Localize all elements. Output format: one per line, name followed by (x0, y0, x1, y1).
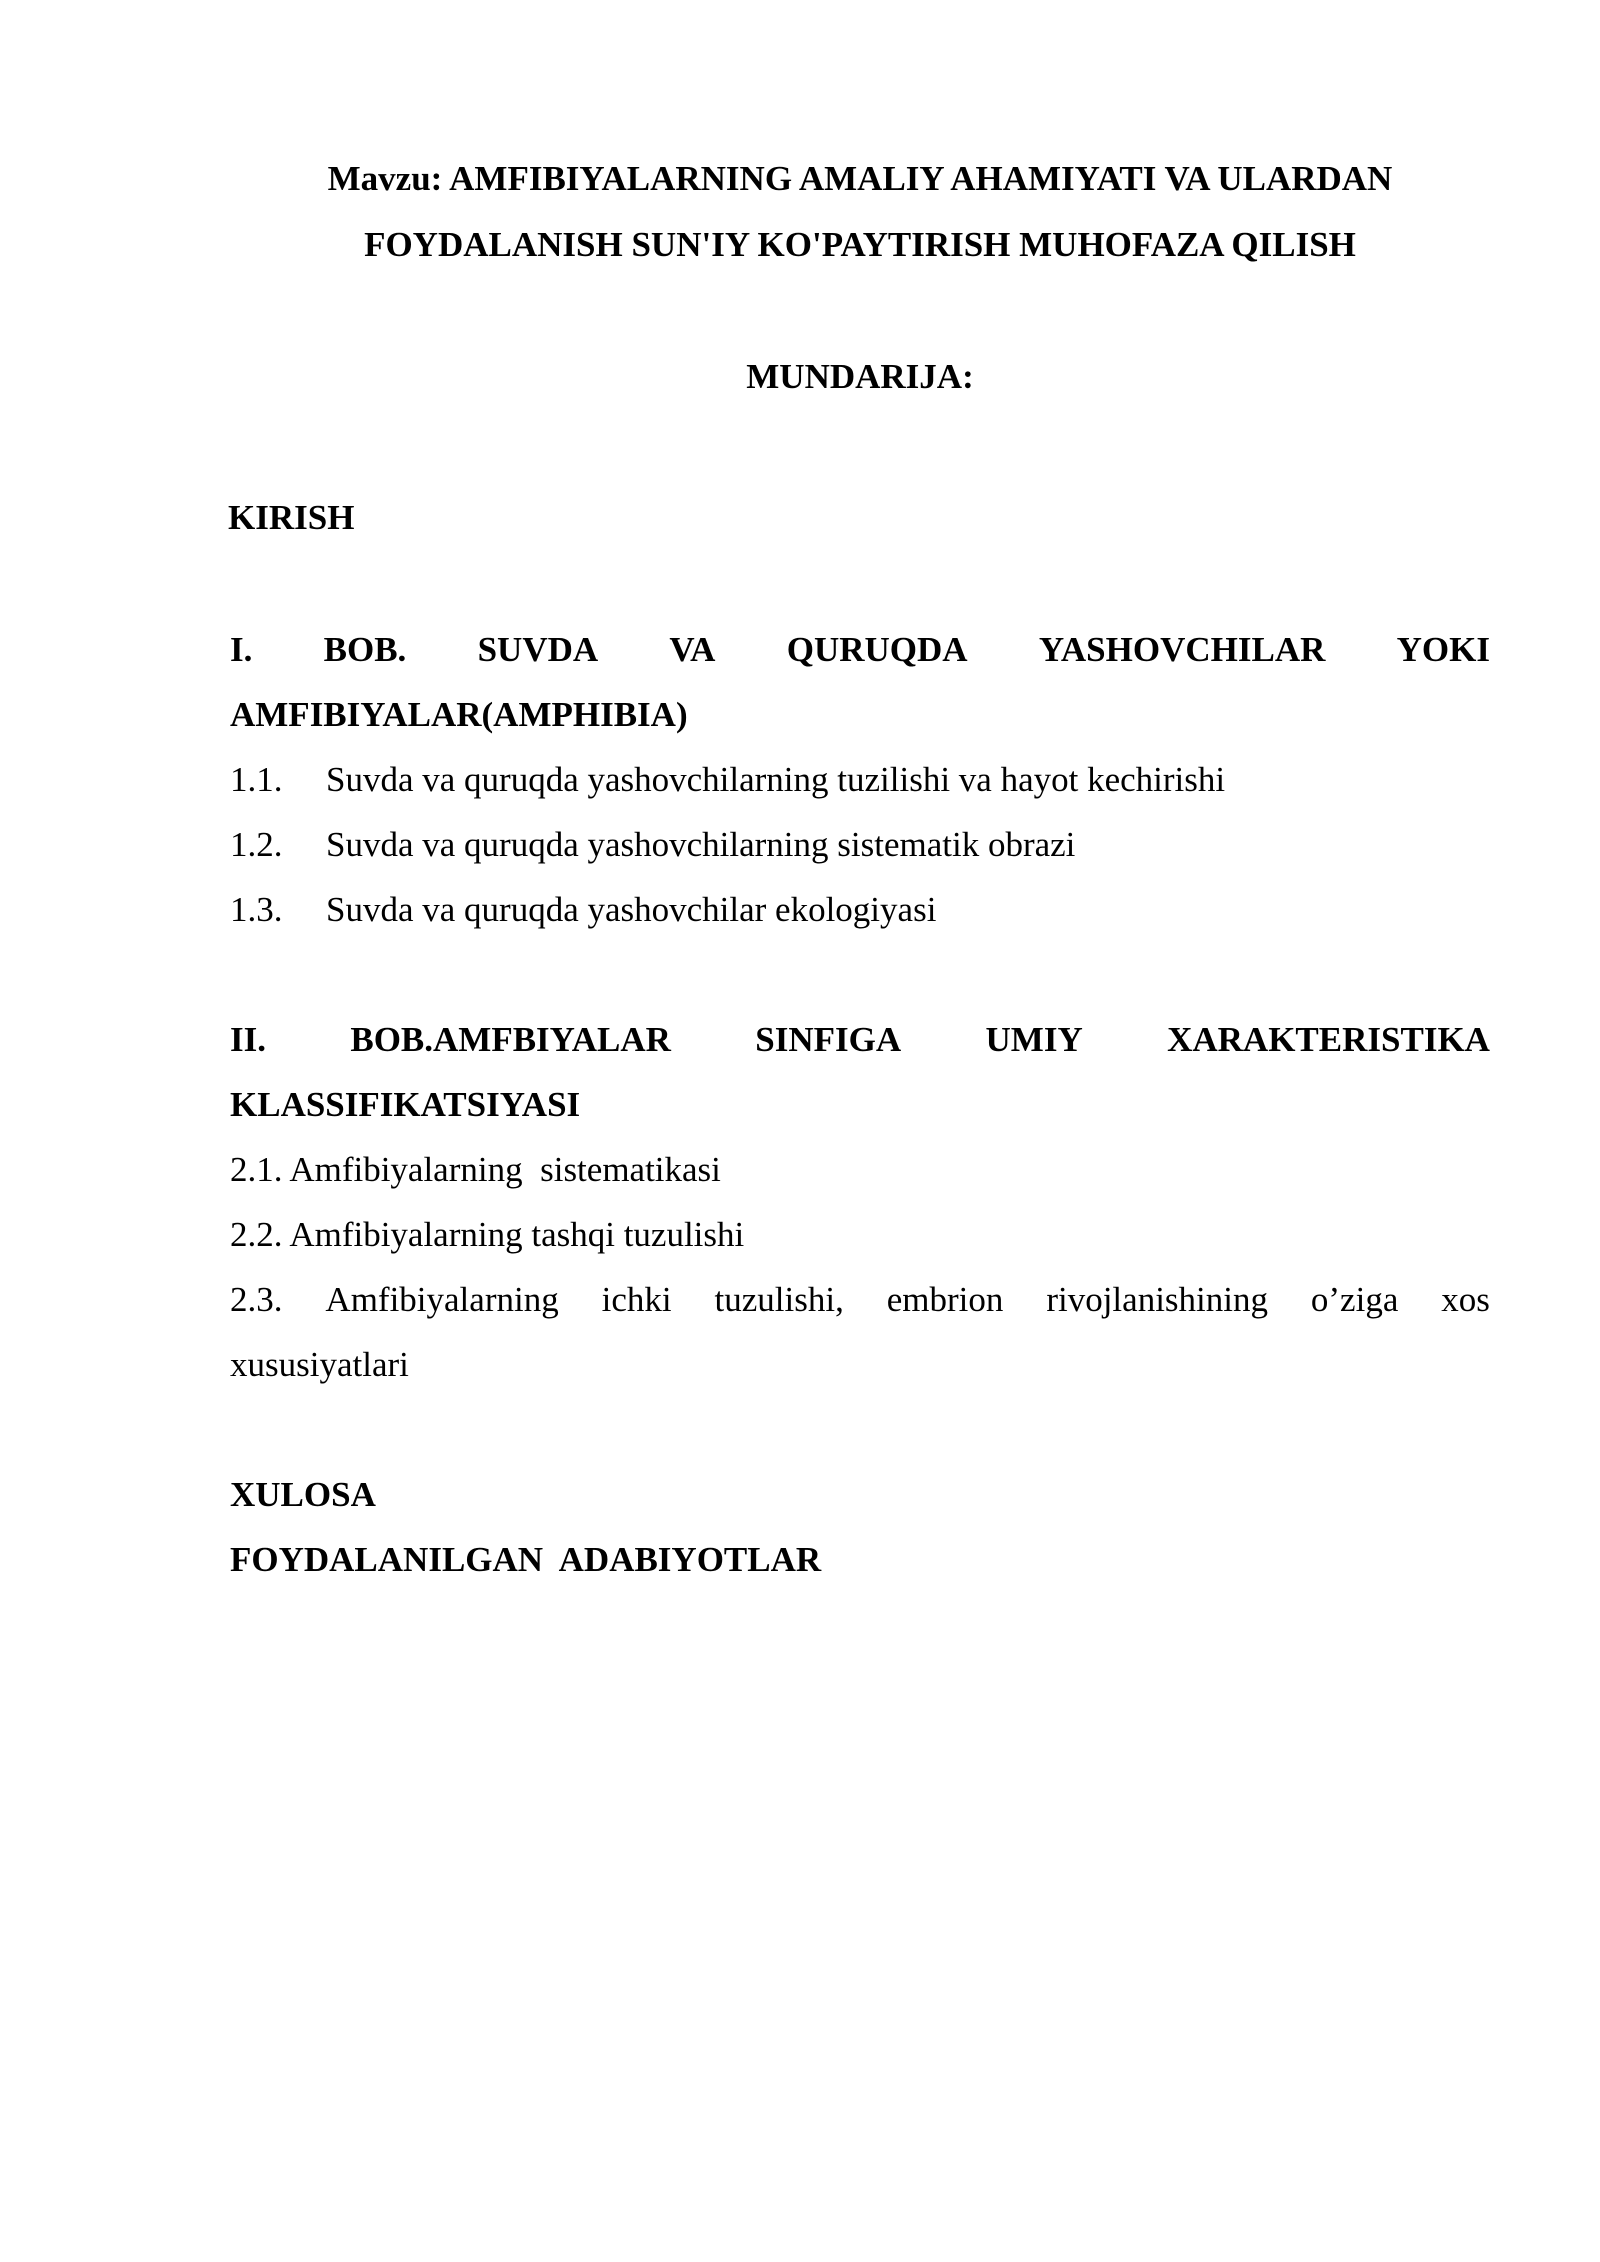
chapter-1-heading-continuation: AMFIBIYALAR(AMPHIBIA) (230, 695, 688, 734)
toc-introduction: KIRISH (228, 498, 355, 537)
chapter-2-heading-word: XARAKTERISTIKA (1167, 1020, 1490, 1059)
chapter-2-heading-word: SINFIGA (755, 1020, 902, 1059)
section-number: 1.2. (230, 825, 283, 864)
section-number: 1.3. (230, 890, 283, 929)
chapter-2-heading-continuation: KLASSIFIKATSIYASI (230, 1085, 581, 1124)
topic-line-2: FOYDALANISH SUN'IY KO'PAYTIRISH MUHOFAZA QILISH (364, 225, 1356, 264)
section-2-3-word: xos (1441, 1280, 1490, 1319)
section-2-3-word: tuzulishi, (714, 1280, 844, 1319)
toc-references: FOYDALANILGAN ADABIYOTLAR (230, 1540, 822, 1579)
section-2-3-word: o’ziga (1310, 1280, 1399, 1319)
chapter-2-heading-word: II. (230, 1020, 266, 1059)
toc-section-2-3-continuation: xususiyatlari (230, 1345, 409, 1384)
contents-heading: MUNDARIJA: (746, 357, 974, 396)
chapter-1-heading (230, 617, 1490, 682)
section-title: Suvda va quruqda yashovchilar ekologiyasi (326, 890, 937, 929)
toc-section-1-2 (230, 812, 1490, 877)
section-2-3-word: 2.3. (230, 1280, 283, 1319)
chapter-1-heading-word: YOKI (1396, 630, 1490, 669)
section-2-3-word: rivojlanishining (1046, 1280, 1268, 1319)
section-title: Suvda va quruqda yashovchilarning sistematik obrazi (326, 825, 1076, 864)
chapter-2-heading-word: UMIY (985, 1020, 1083, 1059)
section-number: 1.1. (230, 760, 283, 799)
chapter-1-heading-word: YASHOVCHILAR (1038, 630, 1326, 669)
toc-ending (230, 1462, 1490, 1592)
chapter-1-heading-word: QURUQDA (786, 630, 968, 669)
chapter-1-heading-word: I. (230, 630, 253, 669)
toc-section-2-1: 2.1. Amfibiyalarning sistematikasi (230, 1150, 721, 1189)
chapter-1-heading-word: BOB. (323, 630, 407, 669)
toc-chapter-2 (230, 1007, 1490, 1397)
chapter-1-heading-word: SUVDA (477, 630, 599, 669)
toc-section-2-2: 2.2. Amfibiyalarning tashqi tuzulishi (230, 1215, 745, 1254)
toc-chapter-1 (230, 617, 1490, 942)
toc-section-1-3 (230, 877, 1490, 942)
section-2-3-word: embrion (886, 1280, 1004, 1319)
toc-section-1-1 (230, 747, 1490, 812)
topic-line-1: Mavzu: AMFIBIYALARNING AMALIY AHAMIYATI VA ULARDAN (327, 159, 1393, 198)
section-title: Suvda va quruqda yashovchilarning tuzilishi va hayot kechirishi (326, 760, 1226, 799)
toc-conclusion: XULOSA (230, 1475, 376, 1514)
chapter-2-heading (230, 1007, 1490, 1072)
section-2-3-word: ichki (601, 1280, 672, 1319)
section-2-3-word: Amfibiyalarning (325, 1280, 559, 1319)
chapter-2-heading-word: BOB.AMFBIYALAR (350, 1020, 671, 1059)
chapter-1-heading-word: VA (669, 630, 716, 669)
toc-section-2-3 (230, 1267, 1490, 1332)
document-topic (230, 146, 1490, 278)
